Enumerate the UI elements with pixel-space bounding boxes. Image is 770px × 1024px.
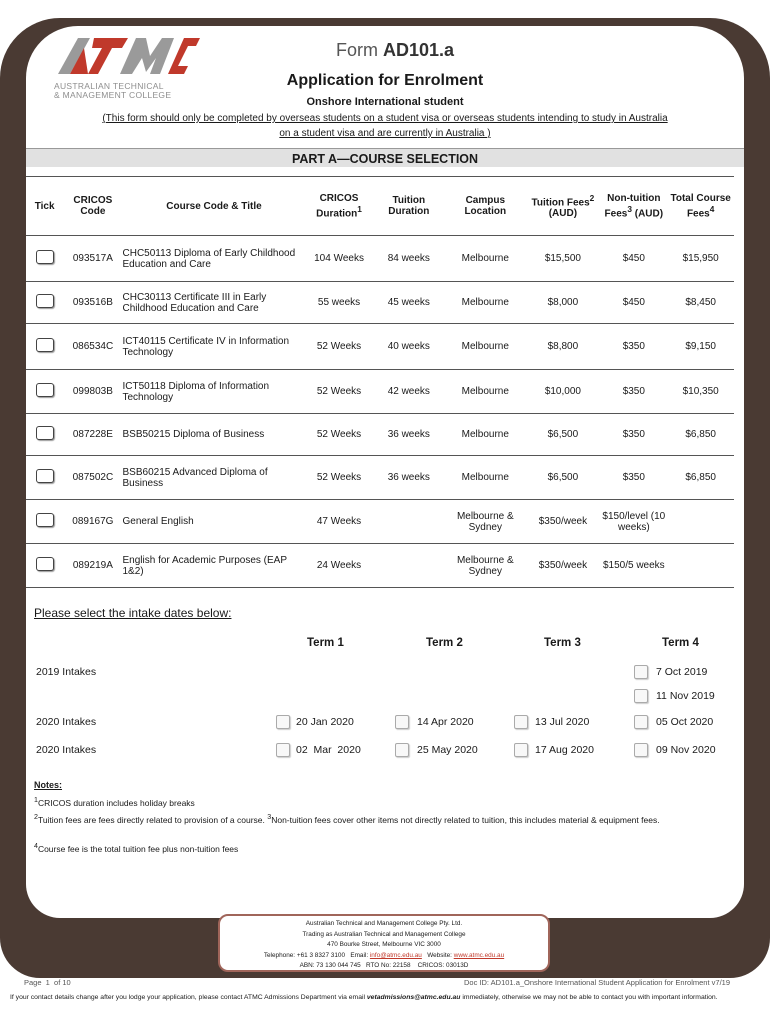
intake-checkbox[interactable] bbox=[276, 715, 290, 729]
course-title-cell: BSB60215 Advanced Diploma of Business bbox=[123, 456, 306, 500]
footer-website-link[interactable]: www.atmc.edu.au bbox=[453, 951, 505, 959]
page-number: Page 1 of 10 bbox=[24, 978, 71, 987]
col-non-tuition-unit: (AUD) bbox=[634, 208, 664, 220]
table-row bbox=[26, 236, 734, 282]
admissions-email[interactable]: vetadmissions@atmc.edu.au bbox=[366, 994, 461, 1001]
tuition-fee-cell: $6,500 bbox=[526, 456, 601, 500]
course-title-cell: CHC50113 Diploma of Early Childhood Education and Care bbox=[123, 236, 306, 282]
note-2a-text: Tuition fees are fees directly related to provision of a course. bbox=[37, 814, 265, 825]
col-non-tuition-label: Non-tuition Fees bbox=[604, 192, 661, 220]
page-subtitle: Onshore International student bbox=[306, 96, 464, 108]
course-title-cell: CHC30113 Certificate III in Early Childhood Education and Care bbox=[123, 282, 306, 324]
campus-cell: Melbourne bbox=[445, 282, 525, 324]
course-checkbox[interactable] bbox=[36, 294, 54, 308]
tick-cell bbox=[26, 324, 63, 370]
note-3: $^4$Course fee is the total tuition fee plus non-tuition fees bbox=[34, 842, 239, 854]
non-tuition-fee-cell: $450 bbox=[600, 236, 667, 282]
tick-cell bbox=[26, 500, 63, 544]
tuition-duration-cell: 36 weeks bbox=[373, 414, 446, 456]
notes-heading: Notes: bbox=[34, 780, 63, 790]
footer-email-label: Email: bbox=[350, 951, 369, 959]
footer-company: Australian Technical and Management College Pty. Ltd. bbox=[305, 920, 463, 927]
table-row bbox=[26, 456, 734, 500]
non-tuition-fee-cell: $150/5 weeks bbox=[600, 544, 667, 588]
total-fee-cell: $6,850 bbox=[667, 414, 734, 456]
term-3-heading: Term 3 bbox=[544, 637, 581, 649]
contact-change-note bbox=[10, 994, 760, 1002]
col-non-tuition: Non-tuition Fees$^3$ (AUD) bbox=[600, 177, 667, 236]
campus-cell: Melbourne bbox=[445, 236, 525, 282]
cricos-code-cell: 099803B bbox=[63, 370, 122, 414]
note-1: $^1$CRICOS duration includes holiday breaks bbox=[34, 796, 195, 808]
campus-cell: Melbourne bbox=[445, 414, 525, 456]
intake-checkbox[interactable] bbox=[634, 665, 648, 679]
term-4-heading: Term 4 bbox=[662, 637, 699, 649]
cricos-duration-cell: 24 Weeks bbox=[306, 544, 373, 588]
cricos-code-cell: 093517A bbox=[63, 236, 122, 282]
course-title-cell: ICT50118 Diploma of Information Technology bbox=[123, 370, 306, 414]
cricos-duration-cell: 52 Weeks bbox=[306, 324, 373, 370]
intake-row-label-2020a: 2020 Intakes bbox=[36, 716, 97, 728]
tuition-fee-cell: $350/week bbox=[526, 500, 601, 544]
tuition-duration-cell: 36 weeks bbox=[373, 456, 446, 500]
total-fee-cell: $6,850 bbox=[667, 456, 734, 500]
course-title-cell: BSB50215 Diploma of Business bbox=[123, 414, 306, 456]
cricos-duration-cell: 104 Weeks bbox=[306, 236, 373, 282]
table-row bbox=[26, 282, 734, 324]
col-cricos-code: CRICOS Code bbox=[63, 177, 122, 236]
table-row bbox=[26, 370, 734, 414]
form-prefix: Form bbox=[336, 40, 378, 60]
intake-checkbox[interactable] bbox=[395, 715, 409, 729]
cricos-duration-cell: 52 Weeks bbox=[306, 456, 373, 500]
tick-cell bbox=[26, 370, 63, 414]
course-title-cell: ICT40115 Certificate IV in Information Technology bbox=[123, 324, 306, 370]
tuition-fee-cell: $8,800 bbox=[526, 324, 601, 370]
intake-checkbox[interactable] bbox=[634, 743, 648, 757]
col-tuition-fees: Tuition Fees$^2$ (AUD) bbox=[526, 177, 601, 236]
course-checkbox[interactable] bbox=[36, 426, 54, 440]
non-tuition-fee-cell: $350 bbox=[600, 370, 667, 414]
intake-checkbox[interactable] bbox=[634, 689, 648, 703]
col-campus: Campus Location bbox=[445, 177, 525, 236]
note-2b-text: Non-tuition fees cover other items not directly related to tuition, this includes material & equipment fees. bbox=[271, 814, 660, 825]
course-checkbox[interactable] bbox=[36, 338, 54, 352]
non-tuition-fee-cell: $350 bbox=[600, 456, 667, 500]
intake-date: 02 Mar 2020 bbox=[296, 744, 361, 756]
footer-website-label: Website: bbox=[427, 951, 452, 959]
tuition-duration-cell: 45 weeks bbox=[373, 282, 446, 324]
intake-checkbox[interactable] bbox=[634, 715, 648, 729]
table-row bbox=[26, 324, 734, 370]
intake-date: 14 Apr 2020 bbox=[417, 716, 474, 728]
intake-checkbox[interactable] bbox=[514, 743, 528, 757]
tuition-fee-cell: $15,500 bbox=[526, 236, 601, 282]
intake-date: 25 May 2020 bbox=[417, 744, 478, 756]
footer-trading: Trading as Australian Technical and Management College bbox=[302, 930, 466, 938]
intake-date: 11 Nov 2019 bbox=[656, 690, 715, 702]
cricos-duration-cell: 52 Weeks bbox=[306, 370, 373, 414]
logo-sub-line2: & MANAGEMENT COLLEGE bbox=[54, 90, 172, 100]
total-fee-cell: $9,150 bbox=[667, 324, 734, 370]
cricos-code-cell: 089219A bbox=[63, 544, 122, 588]
total-fee-cell: $15,950 bbox=[667, 236, 734, 282]
total-fee-cell: $10,350 bbox=[667, 370, 734, 414]
total-fee-cell bbox=[667, 544, 734, 588]
col-course: Course Code & Title bbox=[123, 177, 306, 236]
col-tick: Tick bbox=[26, 177, 63, 236]
cricos-duration-cell: 55 weeks bbox=[306, 282, 373, 324]
tuition-fee-cell: $6,500 bbox=[526, 414, 601, 456]
tick-cell bbox=[26, 414, 63, 456]
non-tuition-fee-cell: $150/level (10 weeks) bbox=[600, 500, 667, 544]
campus-cell: Melbourne bbox=[445, 456, 525, 500]
tick-cell bbox=[26, 236, 63, 282]
course-table-header bbox=[26, 177, 734, 236]
intake-date: 13 Jul 2020 bbox=[535, 716, 590, 728]
tick-cell bbox=[26, 544, 63, 588]
table-row bbox=[26, 500, 734, 544]
table-row bbox=[26, 414, 734, 456]
term-1-heading: Term 1 bbox=[307, 637, 344, 649]
table-row bbox=[26, 544, 734, 588]
college-contact-box bbox=[218, 914, 550, 972]
tick-cell bbox=[26, 456, 63, 500]
eligibility-note-line1: (This form should only be completed by overseas students on a student visa or overseas students intending to study in Australia bbox=[102, 113, 668, 124]
intake-date: 09 Nov 2020 bbox=[656, 744, 716, 756]
tuition-fee-cell: $10,000 bbox=[526, 370, 601, 414]
intake-checkbox[interactable] bbox=[514, 715, 528, 729]
course-checkbox[interactable] bbox=[36, 469, 54, 483]
intake-checkbox[interactable] bbox=[395, 743, 409, 757]
course-checkbox[interactable] bbox=[36, 383, 54, 397]
tuition-duration-cell: 42 weeks bbox=[373, 370, 446, 414]
tuition-fee-cell: $8,000 bbox=[526, 282, 601, 324]
tuition-fee-cell: $350/week bbox=[526, 544, 601, 588]
intake-date: 7 Oct 2019 bbox=[656, 666, 708, 678]
footer-address: 470 Bourke Street, Melbourne VIC 3000 bbox=[327, 941, 441, 948]
col-cricos-duration: CRICOS Duration$^1$ bbox=[306, 177, 373, 236]
contact-change-text-b: immediately, otherwise we may not be able to contact you with important information. bbox=[462, 994, 718, 1001]
intake-date: 17 Aug 2020 bbox=[535, 744, 594, 756]
course-checkbox[interactable] bbox=[36, 557, 54, 571]
footer-registration: ABN: 73 130 044 745 RTO No: 22158 CRICOS: 03013D bbox=[299, 962, 469, 969]
campus-cell: Melbourne bbox=[445, 324, 525, 370]
col-tuition-fees-label: Tuition Fees bbox=[531, 197, 590, 209]
total-fee-cell bbox=[667, 500, 734, 544]
non-tuition-fee-cell: $450 bbox=[600, 282, 667, 324]
form-code: AD101.a bbox=[383, 40, 455, 60]
non-tuition-fee-cell: $350 bbox=[600, 324, 667, 370]
doc-id: Doc ID: AD101.a_Onshore International Student Application for Enrolment v7/19 bbox=[464, 978, 730, 987]
footer-email-link[interactable]: info@atmc.edu.au bbox=[369, 951, 422, 959]
total-fee-cell: $8,450 bbox=[667, 282, 734, 324]
part-a-heading: PART A—COURSE SELECTION bbox=[26, 148, 744, 167]
col-total: Total Course Fees$^4$ bbox=[667, 177, 734, 236]
tuition-duration-cell bbox=[373, 544, 446, 588]
term-2-heading: Term 2 bbox=[426, 637, 463, 649]
cricos-code-cell: 087502C bbox=[63, 456, 122, 500]
course-checkbox[interactable] bbox=[36, 513, 54, 527]
contact-change-text-a: If your contact details change after you lodge your application, please contact ATMC Admissions Department via email bbox=[10, 994, 366, 1001]
cricos-code-cell: 087228E bbox=[63, 414, 122, 456]
intake-row-label-2020b: 2020 Intakes bbox=[36, 744, 97, 756]
tick-cell bbox=[26, 282, 63, 324]
tuition-duration-cell: 40 weeks bbox=[373, 324, 446, 370]
footer-phone: Telephone: +61 3 8327 3100 bbox=[263, 951, 346, 959]
eligibility-note-line2: on a student visa and are currently in Australia ) bbox=[279, 128, 491, 139]
intake-checkbox[interactable] bbox=[276, 743, 290, 757]
col-cricos-duration-label: CRICOS Duration bbox=[316, 192, 359, 220]
note-2: $^2$Tuition fees are fees directly related to provision of a course. $^3$Non-tuition fees cover other items not directly related to tuition, this includes material & equipment fees. bbox=[34, 813, 660, 825]
col-total-label: Total Course Fees bbox=[670, 192, 731, 220]
cricos-duration-cell: 47 Weeks bbox=[306, 500, 373, 544]
logo-sub-line1: AUSTRALIAN TECHNICAL bbox=[54, 81, 164, 91]
course-table bbox=[26, 176, 734, 588]
non-tuition-fee-cell: $350 bbox=[600, 414, 667, 456]
campus-cell: Melbourne bbox=[445, 370, 525, 414]
intake-date: 05 Oct 2020 bbox=[656, 716, 714, 728]
campus-cell: Melbourne & Sydney bbox=[445, 544, 525, 588]
course-title-cell: English for Academic Purposes (EAP 1&2) bbox=[123, 544, 306, 588]
course-checkbox[interactable] bbox=[36, 250, 54, 264]
form-title bbox=[336, 40, 454, 61]
footer-contact-line bbox=[220, 951, 548, 962]
col-tuition-fees-unit: (AUD) bbox=[548, 208, 578, 220]
page-title: Application for Enrolment bbox=[286, 72, 484, 89]
col-tuition-duration: Tuition Duration bbox=[373, 177, 446, 236]
cricos-duration-cell: 52 Weeks bbox=[306, 414, 373, 456]
intake-row-label-2019: 2019 Intakes bbox=[36, 666, 97, 678]
note-3-text: Course fee is the total tuition fee plus non-tuition fees bbox=[37, 843, 239, 854]
cricos-code-cell: 086534C bbox=[63, 324, 122, 370]
tuition-duration-cell bbox=[373, 500, 446, 544]
campus-cell: Melbourne & Sydney bbox=[445, 500, 525, 544]
note-1-text: CRICOS duration includes holiday breaks bbox=[37, 797, 195, 808]
cricos-code-cell: 089167G bbox=[63, 500, 122, 544]
intake-date: 20 Jan 2020 bbox=[296, 716, 354, 728]
tuition-duration-cell: 84 weeks bbox=[373, 236, 446, 282]
intake-heading: Please select the intake dates below: bbox=[34, 606, 232, 620]
course-title-cell: General English bbox=[123, 500, 306, 544]
cricos-code-cell: 093516B bbox=[63, 282, 122, 324]
